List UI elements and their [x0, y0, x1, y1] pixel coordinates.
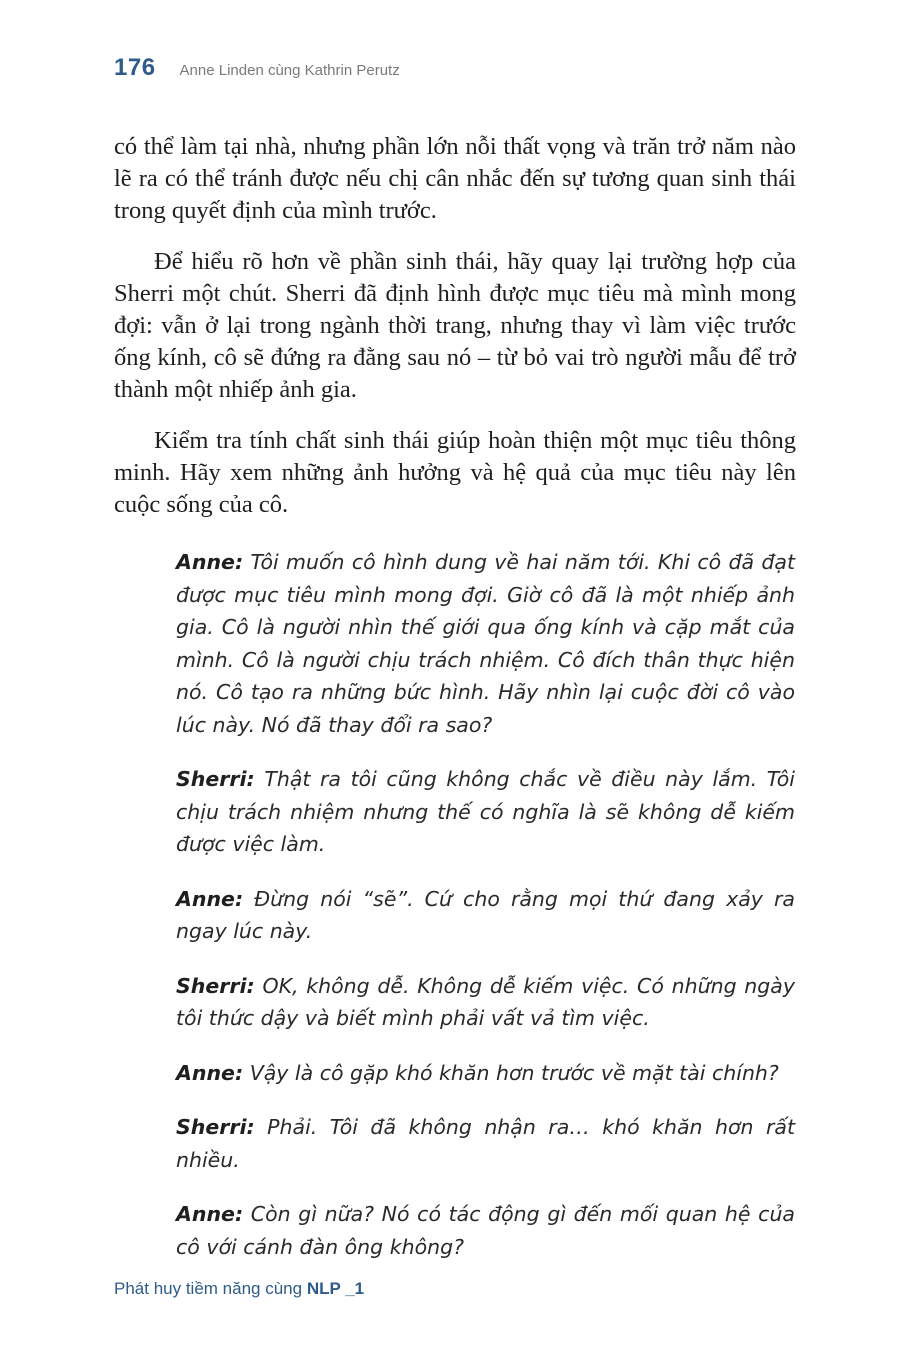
speaker-name: Sherri:	[176, 1115, 255, 1139]
page-header	[114, 54, 400, 86]
page-footer	[114, 1279, 364, 1299]
dialogue-turn	[176, 970, 795, 1035]
dialogue-text: Còn gì nữa? Nó có tác động gì đến mối quan hệ của cô với cánh đàn ông không?	[176, 1202, 795, 1259]
footer-book-title: Phát huy tiềm năng cùng	[114, 1279, 303, 1298]
dialogue-block	[176, 546, 795, 1285]
speaker-name: Anne:	[176, 886, 244, 911]
dialogue-turn	[176, 546, 795, 741]
dialogue-text: Thật ra tôi cũng không chắc về điều này lắm. Tôi chịu trách nhiệm nhưng thế có nghĩa là sẽ không dễ kiếm được việc làm.	[176, 767, 795, 856]
speaker-name: Sherri:	[176, 973, 255, 998]
paragraph: có thể làm tại nhà, nhưng phần lớn nỗi thất vọng và trăn trở năm nào lẽ ra có thể tránh được nếu chị cân nhắc đến sự tương quan sinh thái trong quyết định của mình trước.	[114, 133, 796, 224]
dialogue-text: Đừng nói “sẽ”. Cứ cho rằng mọi thứ đang xảy ra ngay lúc này.	[176, 886, 795, 943]
speaker-name: Anne:	[176, 1060, 244, 1085]
speaker-name: Anne:	[176, 550, 244, 574]
dialogue-text: Phải. Tôi đã không nhận ra… khó khăn hơn rất nhiều.	[176, 1115, 795, 1172]
paragraph: Để hiểu rõ hơn về phần sinh thái, hãy quay lại trường hợp của Sherri một chút. Sherri đã định hình được mục tiêu mà mình mong đợi: vẫn ở lại trong ngành thời trang, nhưng thay vì làm việc trước ống kính, cô sẽ đứng ra đằng sau nó – từ bỏ vai trò người mẫu để trở thành một nhiếp ảnh gia.	[114, 248, 796, 403]
dialogue-turn	[176, 1057, 795, 1090]
dialogue-turn	[176, 763, 795, 861]
dialogue-turn	[176, 1111, 795, 1176]
dialogue-text: Vậy là cô gặp khó khăn hơn trước về mặt tài chính?	[249, 1060, 779, 1085]
dialogue-text: Tôi muốn cô hình dung về hai năm tới. Khi cô đã đạt được mục tiêu mình mong đợi. Giờ cô đã là một nhiếp ảnh gia. Cô là người nhìn thế giới qua ống kính và cặp mắt của mình. Cô là người chịu trách nhiệm. Cô đích thân thực hiện nó. Cô tạo ra những bức hình. Hãy nhìn lại cuộc đời cô vào lúc này. Nó đã thay đổi ra sao?	[176, 550, 795, 737]
dialogue-turn	[176, 883, 795, 948]
speaker-name: Sherri:	[176, 767, 255, 791]
dialogue-text: OK, không dễ. Không dễ kiếm việc. Có những ngày tôi thức dậy và biết mình phải vất vả tìm việc.	[176, 973, 795, 1030]
speaker-name: Anne:	[176, 1202, 244, 1226]
body-text	[114, 131, 796, 540]
footer-series: NLP _1	[306, 1279, 365, 1298]
page-number: 176	[114, 54, 156, 81]
dialogue-turn	[176, 1198, 795, 1263]
running-head: Anne Linden cùng Kathrin Perutz	[179, 62, 400, 79]
paragraph: Kiểm tra tính chất sinh thái giúp hoàn thiện một mục tiêu thông minh. Hãy xem những ảnh hưởng và hệ quả của mục tiêu này lên cuộc sống của cô.	[114, 427, 796, 518]
